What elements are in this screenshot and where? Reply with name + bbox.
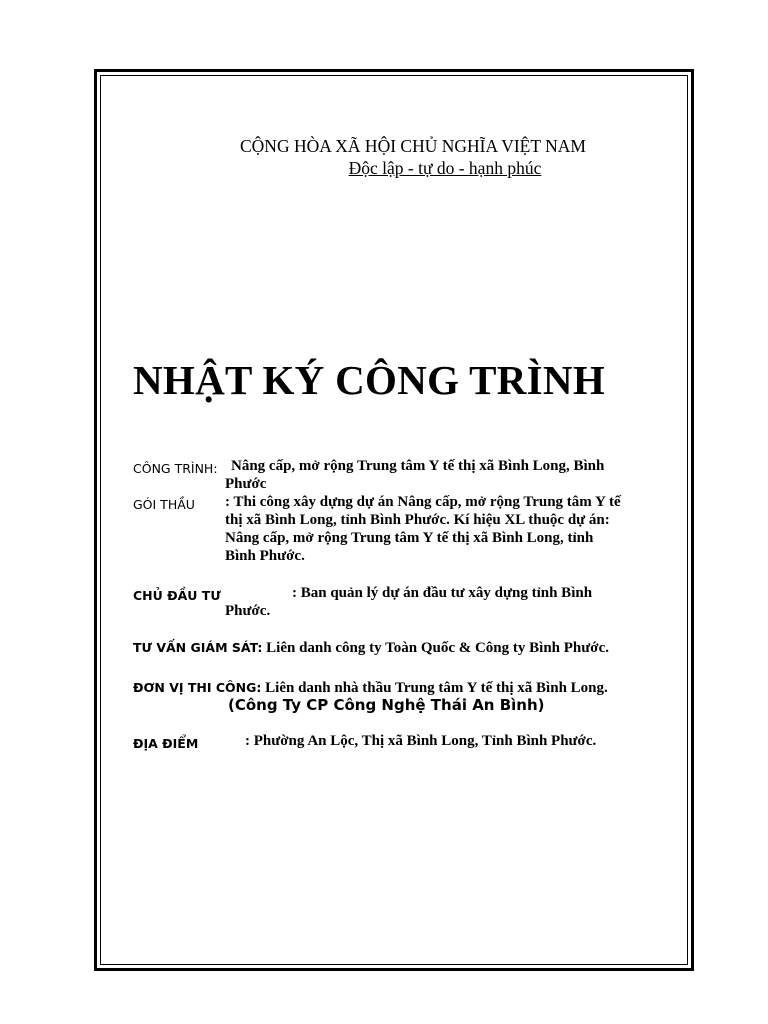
chu-dau-tu-value-line-2: Phước. — [225, 603, 271, 619]
cong-trinh-value-line-1: Nâng cấp, mở rộng Trung tâm Y tế thị xã Bình Long, Bình — [231, 458, 605, 474]
goi-thau-value-line-1: : Thi công xây dựng dự án Nâng cấp, mở rộng Trung tâm Y tế — [225, 494, 621, 510]
chu-dau-tu-label: CHỦ ĐẦU TƯ — [133, 588, 221, 603]
dia-diem-value: : Phường An Lộc, Thị xã Bình Long, Tỉnh Bình Phước. — [245, 733, 597, 749]
cong-trinh-label: CÔNG TRÌNH: — [133, 461, 218, 476]
cong-trinh-value-line-2: Phước — [225, 476, 267, 492]
goi-thau-value-line-3: Nâng cấp, mở rộng Trung tâm Y tế thị xã Bình Long, tỉnh — [225, 530, 594, 546]
goi-thau-value-line-2: thị xã Bình Long, tỉnh Bình Phước. Kí hiệu XL thuộc dự án: — [225, 512, 610, 528]
document-title: NHẬT KÝ CÔNG TRÌNH — [133, 357, 606, 403]
don-vi-label: ĐƠN VỊ THI CÔNG: — [133, 680, 262, 695]
tu-van-label: TƯ VẤN GIÁM SÁT: — [133, 640, 263, 655]
don-vi-value: Liên danh nhà thầu Trung tâm Y tế thị xã Bình Long. — [261, 680, 608, 696]
goi-thau-label: GÓI THẦU — [133, 497, 195, 512]
dia-diem-label: ĐỊA ĐIỂM — [133, 736, 199, 751]
chu-dau-tu-value-line-1: : Ban quản lý dự án đầu tư xây dựng tỉnh Bình — [292, 585, 593, 601]
tu-van-value: Liên danh công ty Toàn Quốc & Công ty Bình Phước. — [262, 640, 609, 656]
don-vi-row — [133, 679, 608, 697]
national-title: CỘNG HÒA XÃ HỘI CHỦ NGHĨA VIỆT NAM — [240, 136, 586, 156]
goi-thau-value-line-4: Bình Phước. — [225, 548, 305, 564]
tu-van-row — [133, 639, 609, 657]
national-motto: Độc lập - tự do - hạnh phúc — [348, 158, 542, 178]
don-vi-company: (Công Ty CP Công Nghệ Thái An Bình) — [228, 696, 545, 714]
